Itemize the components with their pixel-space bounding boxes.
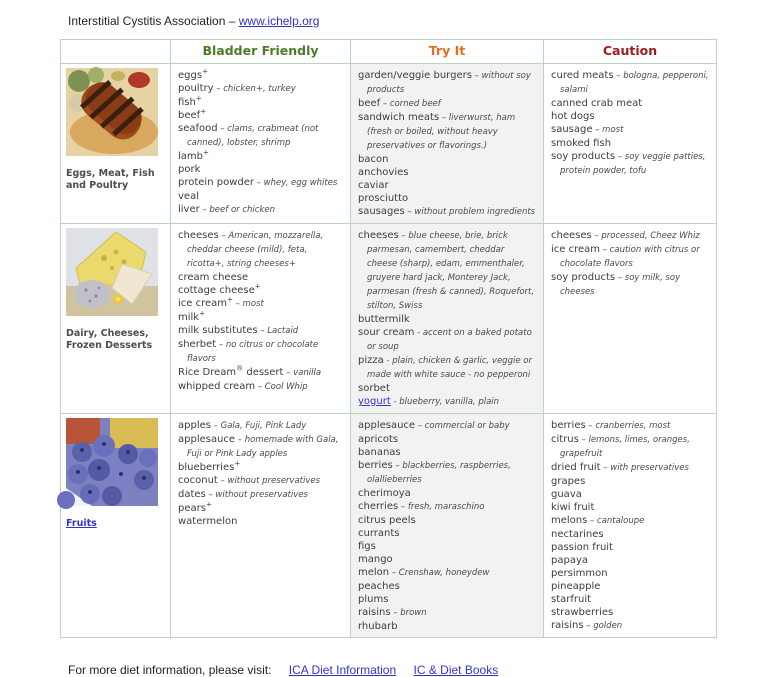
food-item bbox=[358, 527, 537, 540]
food-descriptor: – beef or chicken bbox=[199, 205, 275, 215]
food-name: coconut bbox=[178, 475, 218, 486]
food-name: soy products bbox=[551, 151, 616, 162]
food-descriptor: – Crenshaw, honeydew bbox=[389, 568, 490, 578]
food-item bbox=[178, 366, 344, 380]
food-item bbox=[358, 580, 537, 593]
food-item bbox=[178, 433, 344, 461]
food-superscript: + bbox=[254, 282, 261, 291]
food-descriptor: – vanilla bbox=[283, 368, 322, 378]
food-name: fish bbox=[178, 97, 196, 108]
food-name: strawberries bbox=[551, 607, 614, 618]
food-name: seafood bbox=[178, 123, 218, 134]
food-item bbox=[358, 97, 537, 111]
food-item bbox=[358, 326, 537, 354]
food-descriptor: – blackberries, raspberries, olallieberries bbox=[367, 461, 511, 485]
food-name: beef bbox=[178, 110, 201, 121]
food-name: anchovies bbox=[358, 167, 409, 178]
caution-cell bbox=[544, 414, 717, 638]
food-name: dates bbox=[178, 489, 206, 500]
food-name: ice cream bbox=[551, 244, 601, 255]
food-name: milk substitutes bbox=[178, 325, 258, 336]
food-superscript: + bbox=[200, 107, 207, 116]
food-name: cured meats bbox=[551, 70, 614, 81]
header-try-it: Try It bbox=[351, 40, 544, 64]
food-name: sausage bbox=[551, 124, 593, 135]
food-name: smoked fish bbox=[551, 138, 612, 149]
food-name: papaya bbox=[551, 555, 588, 566]
food-descriptor: - accent on a baked potato or soup bbox=[367, 328, 532, 352]
footer bbox=[68, 663, 768, 677]
food-name: hot dogs bbox=[551, 111, 595, 122]
food-name: guava bbox=[551, 489, 582, 500]
food-descriptor: – chicken+, turkey bbox=[213, 84, 296, 94]
food-name: cream cheese bbox=[178, 272, 249, 283]
food-name: pears bbox=[178, 503, 206, 514]
table-row bbox=[61, 414, 717, 638]
food-superscript: + bbox=[195, 94, 202, 103]
food-item bbox=[551, 554, 710, 567]
food-superscript: + bbox=[234, 459, 241, 468]
food-item bbox=[178, 163, 344, 176]
food-item bbox=[178, 150, 344, 163]
food-item bbox=[358, 313, 537, 326]
food-name: kiwi fruit bbox=[551, 502, 595, 513]
food-name: berries bbox=[358, 460, 393, 471]
food-descriptor: – cranberries, most bbox=[585, 421, 671, 431]
food-name: bacon bbox=[358, 154, 389, 165]
food-item bbox=[178, 380, 344, 394]
try-it-cell bbox=[351, 414, 544, 638]
food-item bbox=[551, 606, 710, 619]
food-name: cherimoya bbox=[358, 488, 411, 499]
food-item bbox=[358, 395, 537, 409]
food-name: lamb bbox=[178, 151, 203, 162]
food-item bbox=[551, 580, 710, 593]
food-item bbox=[358, 593, 537, 606]
food-name: cheeses bbox=[551, 230, 592, 241]
food-descriptor: – blue cheese, brie, brick parmesan, camembert, cheddar cheese (sharp), edam, emmenthaler, gruyere hard jack, Monterey Jack, parmesan (fresh & canned), Roquefort, stilton, Swiss bbox=[367, 231, 535, 311]
food-item bbox=[551, 123, 710, 137]
food-name: garden/veggie burgers bbox=[358, 70, 472, 81]
food-item bbox=[178, 419, 344, 433]
food-descriptor: – bologna, pepperoni, salami bbox=[560, 71, 709, 95]
food-item bbox=[178, 203, 344, 217]
footer-text: For more diet information, please visit: bbox=[68, 663, 272, 677]
table-row bbox=[61, 224, 717, 414]
food-descriptor: – homemade with Gala, Fuji or Pink Lady apples bbox=[187, 435, 339, 459]
food-item bbox=[358, 111, 537, 153]
caution-cell bbox=[544, 224, 717, 414]
food-name: citrus bbox=[551, 434, 579, 445]
food-item bbox=[358, 446, 537, 459]
food-descriptor: – without preservatives bbox=[205, 490, 308, 500]
food-item bbox=[178, 311, 344, 324]
cheese-photo bbox=[66, 228, 158, 316]
ichelp-org-link[interactable]: www.ichelp.org bbox=[238, 14, 320, 28]
food-name: cherries bbox=[358, 501, 399, 512]
food-name: ice cream bbox=[178, 298, 228, 309]
food-name: nectarines bbox=[551, 529, 604, 540]
food-descriptor: – Cool Whip bbox=[255, 382, 308, 392]
food-item bbox=[178, 515, 344, 528]
food-item bbox=[178, 82, 344, 96]
table-row bbox=[61, 64, 717, 224]
food-descriptor: – clams, crabmeat (not canned), lobster, shrimp bbox=[187, 124, 319, 148]
header-image-column bbox=[61, 40, 171, 64]
food-descriptor: – most bbox=[592, 125, 624, 135]
food-item bbox=[358, 179, 537, 192]
food-name: sausages bbox=[358, 206, 405, 217]
food-item bbox=[551, 243, 710, 271]
food-item bbox=[178, 69, 344, 82]
food-name: applesauce bbox=[358, 420, 416, 431]
header-bladder-friendly: Bladder Friendly bbox=[171, 40, 351, 64]
food-item bbox=[551, 69, 710, 97]
food-descriptor: – without preservatives bbox=[217, 476, 321, 486]
food-item bbox=[178, 284, 344, 297]
food-item-link[interactable]: yogurt bbox=[358, 396, 391, 407]
category-cell bbox=[61, 224, 171, 414]
food-name: currants bbox=[358, 528, 400, 539]
document-title bbox=[68, 14, 768, 28]
food-name: sour cream bbox=[358, 327, 415, 338]
food-item bbox=[178, 190, 344, 203]
food-item bbox=[178, 324, 344, 338]
food-name: protein powder bbox=[178, 177, 254, 188]
food-superscript: + bbox=[202, 67, 208, 76]
food-name: dried fruit bbox=[551, 462, 601, 473]
food-item bbox=[358, 192, 537, 205]
food-name: Rice Dream bbox=[178, 367, 237, 378]
food-item bbox=[358, 459, 537, 487]
food-name: rhubarb bbox=[358, 621, 398, 632]
food-name: applesauce bbox=[178, 434, 236, 445]
food-item bbox=[358, 229, 537, 313]
food-superscript: + bbox=[205, 500, 212, 509]
food-item bbox=[358, 382, 537, 395]
food-item bbox=[178, 461, 344, 474]
food-item bbox=[551, 514, 710, 528]
blueberries-photo bbox=[66, 418, 158, 506]
steak-photo bbox=[66, 68, 158, 156]
food-item bbox=[551, 110, 710, 123]
food-item bbox=[178, 109, 344, 122]
food-descriptor: – soy veggie patties, protein powder, tofu bbox=[560, 152, 706, 176]
food-item bbox=[551, 475, 710, 488]
food-name: cheeses bbox=[178, 230, 219, 241]
food-item bbox=[358, 514, 537, 527]
food-item bbox=[178, 488, 344, 502]
food-item bbox=[551, 541, 710, 554]
food-name: citrus peels bbox=[358, 515, 416, 526]
food-name: blueberries bbox=[178, 462, 235, 473]
food-item bbox=[358, 487, 537, 500]
food-item bbox=[551, 567, 710, 580]
food-superscript: + bbox=[203, 148, 209, 157]
food-name: whipped cream bbox=[178, 381, 256, 392]
food-descriptor: – cantaloupe bbox=[587, 516, 645, 526]
food-name: liver bbox=[178, 204, 200, 215]
caution-cell bbox=[544, 64, 717, 224]
header-caution: Caution bbox=[544, 40, 717, 64]
food-item bbox=[178, 502, 344, 515]
food-name: sherbet bbox=[178, 339, 217, 350]
food-item bbox=[358, 205, 537, 219]
food-descriptor: – American, mozzarella, cheddar cheese (mild), feta, ricotta+, string cheeses+ bbox=[187, 231, 324, 269]
food-name: cottage cheese bbox=[178, 285, 255, 296]
food-item bbox=[178, 122, 344, 150]
category-cell bbox=[61, 414, 171, 638]
food-descriptor: – most bbox=[232, 299, 264, 309]
food-descriptor: - blueberry, vanilla, plain bbox=[390, 397, 500, 407]
food-item bbox=[178, 338, 344, 366]
food-descriptor: – processed, Cheez Whiz bbox=[591, 231, 700, 241]
food-name: melon bbox=[358, 567, 390, 578]
food-name: bananas bbox=[358, 447, 401, 458]
food-descriptor: – commercial or baby bbox=[415, 421, 510, 431]
food-item bbox=[551, 593, 710, 606]
food-descriptor: – lemons, limes, oranges, grapefruit bbox=[560, 435, 690, 459]
bladder-friendly-cell bbox=[171, 64, 351, 224]
table-header-row bbox=[61, 40, 717, 64]
food-item bbox=[358, 419, 537, 433]
category-cell bbox=[61, 64, 171, 224]
food-item bbox=[358, 566, 537, 580]
bladder-friendly-cell bbox=[171, 224, 351, 414]
food-name: canned crab meat bbox=[551, 98, 643, 109]
bladder-friendly-cell bbox=[171, 414, 351, 638]
food-name: plums bbox=[358, 594, 389, 605]
food-descriptor: – with preservatives bbox=[600, 463, 689, 473]
food-superscript: + bbox=[227, 295, 233, 304]
food-name: caviar bbox=[358, 180, 389, 191]
ica-diet-information-link[interactable]: ICA Diet Information bbox=[288, 663, 397, 677]
food-name: starfruit bbox=[551, 594, 592, 605]
food-name: mango bbox=[358, 554, 393, 565]
food-name: passion fruit bbox=[551, 542, 613, 553]
diet-table bbox=[60, 39, 717, 638]
food-name: cheeses bbox=[358, 230, 399, 241]
food-name: apples bbox=[178, 420, 211, 431]
food-item bbox=[358, 354, 537, 382]
food-descriptor: – golden bbox=[583, 621, 623, 631]
food-name: pizza bbox=[358, 355, 384, 366]
food-item bbox=[178, 271, 344, 284]
food-name: poultry bbox=[178, 83, 214, 94]
food-item bbox=[178, 176, 344, 190]
food-descriptor: - plain, chicken & garlic, veggie or made with white sauce - no pepperoni bbox=[367, 356, 532, 380]
food-item bbox=[551, 461, 710, 475]
food-item bbox=[551, 137, 710, 150]
food-item bbox=[551, 97, 710, 110]
food-name: buttermilk bbox=[358, 314, 410, 325]
try-it-cell bbox=[351, 64, 544, 224]
food-item bbox=[358, 553, 537, 566]
food-name: persimmon bbox=[551, 568, 608, 579]
food-name: raisins bbox=[551, 620, 584, 631]
food-item bbox=[178, 229, 344, 271]
food-item bbox=[551, 419, 710, 433]
food-descriptor: – brown bbox=[390, 608, 427, 618]
food-item bbox=[551, 528, 710, 541]
food-name: milk bbox=[178, 312, 200, 323]
food-superscript: + bbox=[199, 309, 205, 318]
food-descriptor: – fresh, maraschino bbox=[398, 502, 485, 512]
food-descriptor: – Gala, Fuji, Pink Lady bbox=[210, 421, 307, 431]
food-name: beef bbox=[358, 98, 381, 109]
food-descriptor: – no citrus or chocolate flavors bbox=[187, 340, 319, 364]
food-name: figs bbox=[358, 541, 376, 552]
food-name: sorbet bbox=[358, 383, 390, 394]
try-it-cell bbox=[351, 224, 544, 414]
food-name: eggs bbox=[178, 70, 203, 81]
food-name: pineapple bbox=[551, 581, 601, 592]
food-name: apricots bbox=[358, 434, 399, 445]
food-name: peaches bbox=[358, 581, 400, 592]
food-item bbox=[178, 474, 344, 488]
food-name: pork bbox=[178, 164, 201, 175]
food-item bbox=[551, 271, 710, 299]
food-item bbox=[358, 500, 537, 514]
food-descriptor: – caution with citrus or chocolate flavors bbox=[560, 245, 700, 269]
food-item bbox=[358, 606, 537, 620]
food-item bbox=[551, 150, 710, 178]
category-label: Dairy, Cheeses, Frozen Desserts bbox=[66, 328, 153, 351]
food-name: grapes bbox=[551, 476, 586, 487]
food-name: berries bbox=[551, 420, 586, 431]
food-descriptor: – without problem ingredients bbox=[404, 207, 536, 217]
food-item bbox=[551, 501, 710, 514]
title-text: Interstitial Cystitis Association – bbox=[68, 14, 239, 28]
food-item bbox=[358, 620, 537, 633]
category-label: Eggs, Meat, Fish and Poultry bbox=[66, 168, 155, 191]
food-item bbox=[551, 619, 710, 633]
food-descriptor: – soy milk, soy cheeses bbox=[560, 273, 681, 297]
food-superscript: ® bbox=[236, 364, 244, 373]
food-name: soy products bbox=[551, 272, 616, 283]
food-descriptor: – Lactaid bbox=[257, 326, 299, 336]
ic-and-diet-books-link[interactable]: IC & Diet Books bbox=[413, 663, 499, 677]
food-item bbox=[358, 69, 537, 97]
food-item bbox=[551, 433, 710, 461]
food-name: veal bbox=[178, 191, 199, 202]
food-descriptor: – whey, egg whites bbox=[253, 178, 338, 188]
food-name: prosciutto bbox=[358, 193, 409, 204]
food-item bbox=[551, 229, 710, 243]
food-name: sandwich meats bbox=[358, 112, 440, 123]
food-item bbox=[551, 488, 710, 501]
food-item bbox=[358, 166, 537, 179]
food-descriptor: – without soy products bbox=[367, 71, 531, 95]
food-item bbox=[358, 540, 537, 553]
food-item bbox=[358, 433, 537, 446]
food-name: dessert bbox=[243, 367, 284, 378]
food-item bbox=[358, 153, 537, 166]
food-descriptor: – corned beef bbox=[380, 99, 441, 109]
food-name: melons bbox=[551, 515, 588, 526]
food-name: raisins bbox=[358, 607, 391, 618]
food-name: watermelon bbox=[178, 516, 238, 527]
category-label-link[interactable]: Fruits bbox=[66, 518, 97, 529]
food-descriptor: – liverwurst, ham (fresh or boiled, without heavy preservatives or flavorings.) bbox=[367, 113, 516, 151]
